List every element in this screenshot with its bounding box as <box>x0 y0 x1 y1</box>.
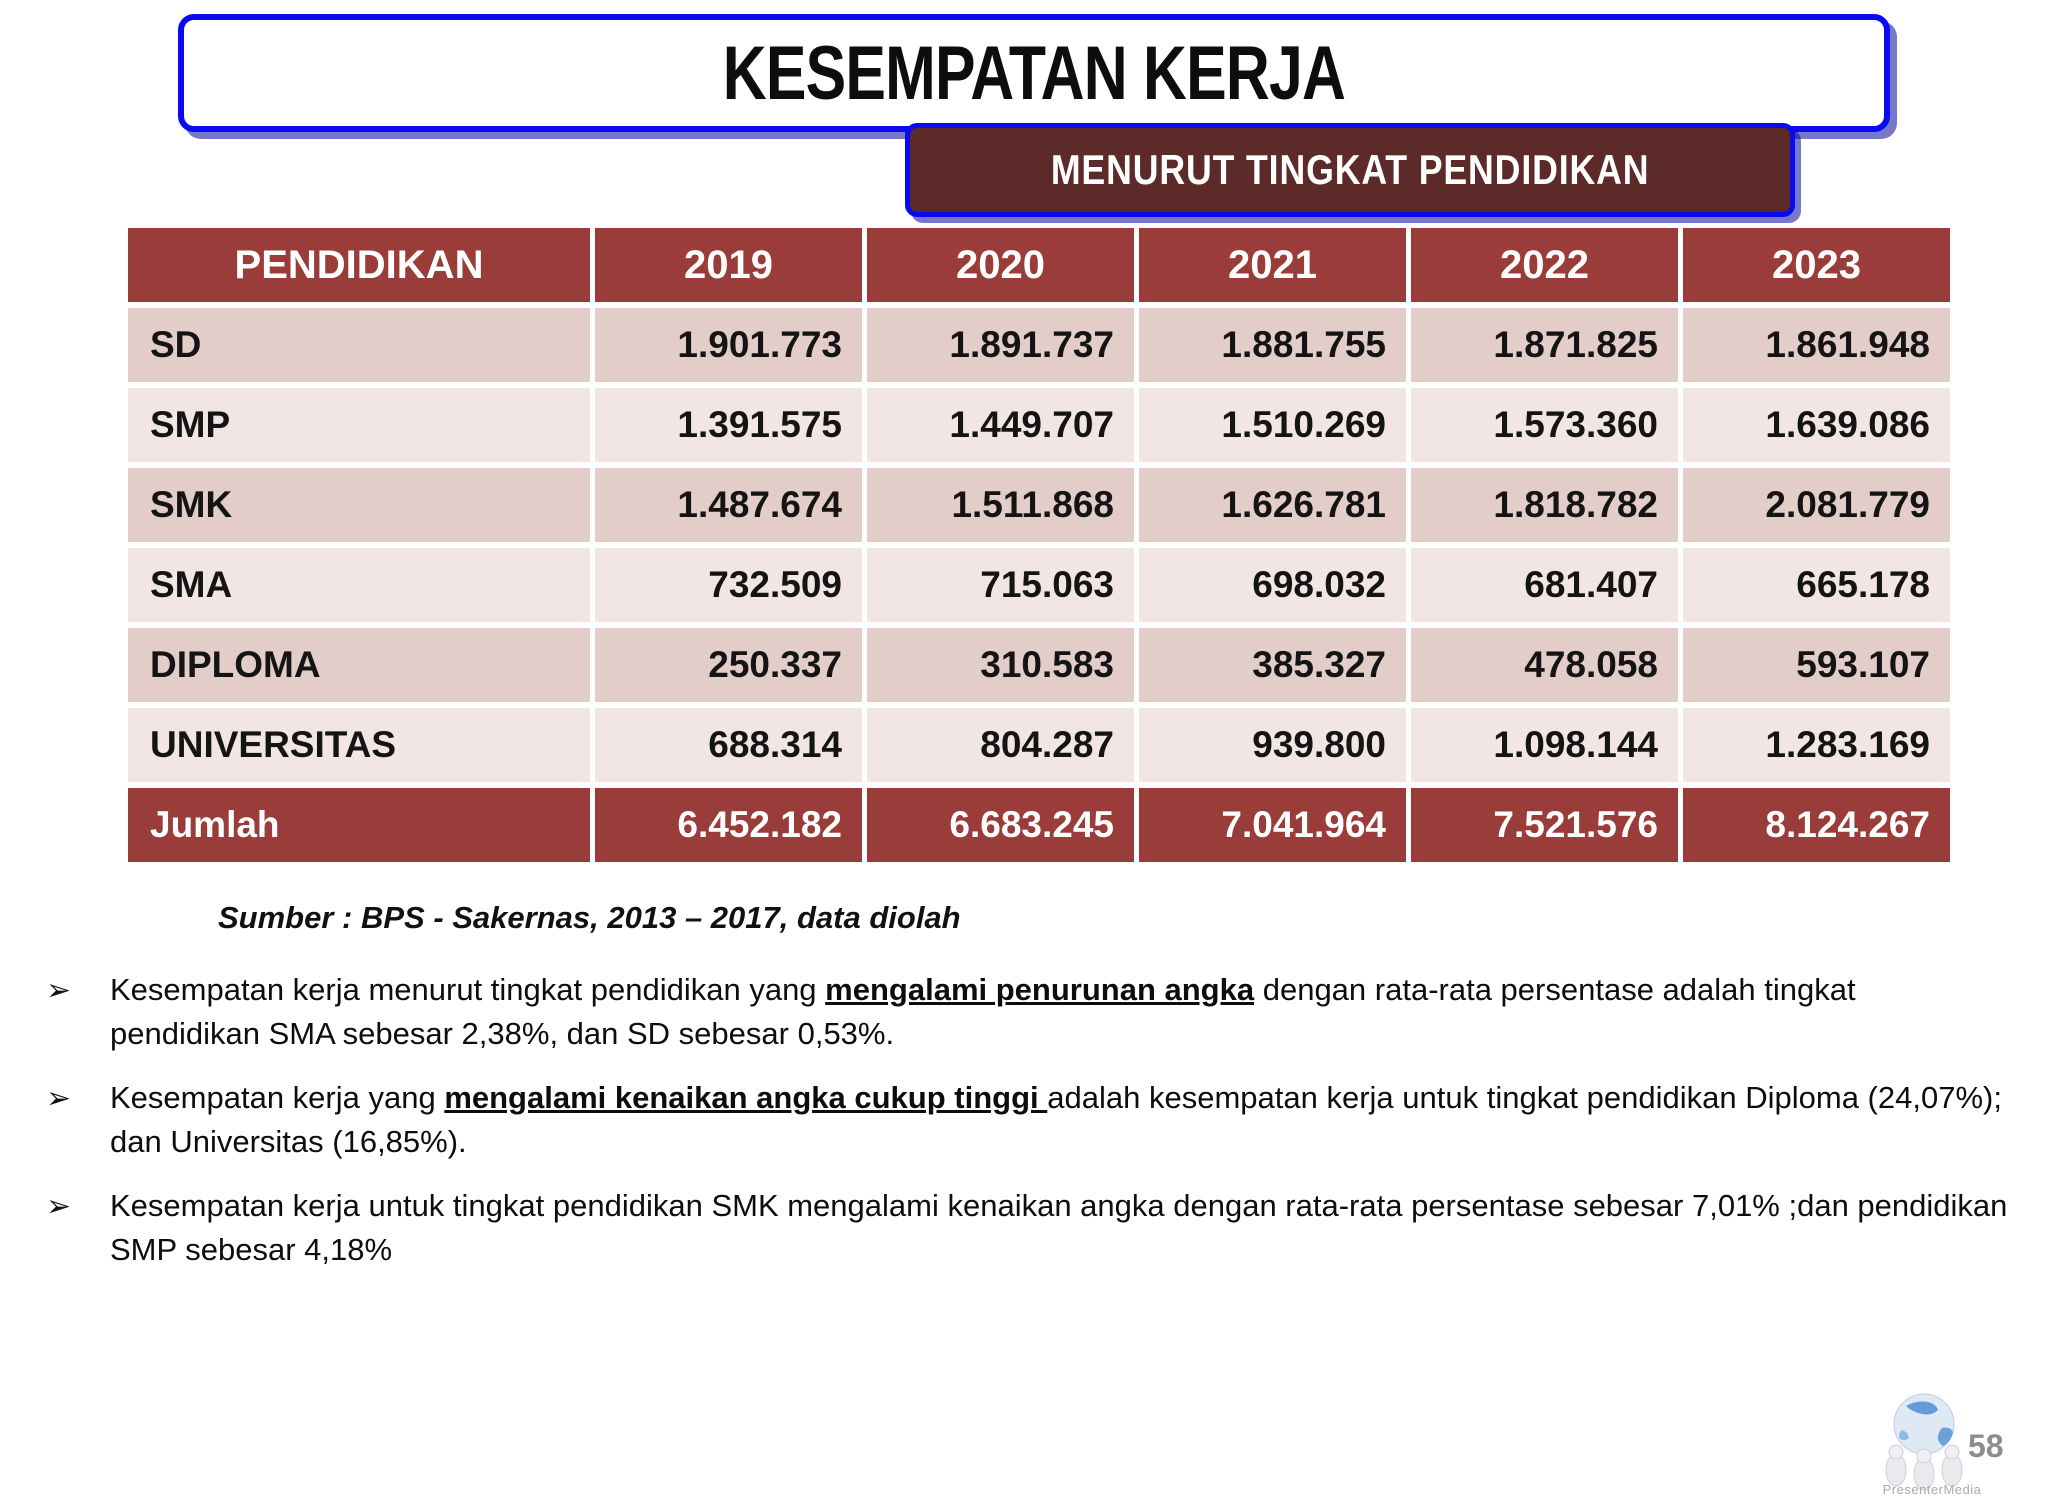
total-cell: 6.683.245 <box>867 788 1134 862</box>
table-cell: 250.337 <box>595 628 862 702</box>
table-cell: 1.891.737 <box>867 308 1134 382</box>
row-label: SMA <box>128 548 590 622</box>
table-cell: 1.626.781 <box>1139 468 1406 542</box>
bullet-segment: mengalami kenaikan angka cukup tinggi <box>444 1080 1048 1115</box>
table-cell: 688.314 <box>595 708 862 782</box>
table-cell: 1.901.773 <box>595 308 862 382</box>
education-table <box>128 228 1950 862</box>
table-cell: 681.407 <box>1411 548 1678 622</box>
table-cell: 385.327 <box>1139 628 1406 702</box>
page-number: 58 <box>1968 1428 2004 1464</box>
table-cell: 1.487.674 <box>595 468 862 542</box>
table-cell: 310.583 <box>867 628 1134 702</box>
source-note: Sumber : BPS - Sakernas, 2013 – 2017, data diolah <box>218 900 961 935</box>
table-cell: 1.818.782 <box>1411 468 1678 542</box>
column-header-pendidikan: PENDIDIKAN <box>128 228 590 302</box>
title-box <box>178 14 1890 132</box>
table-cell: 1.881.755 <box>1139 308 1406 382</box>
table-cell: 1.861.948 <box>1683 308 1950 382</box>
bullet-arrow-icon: ➢ <box>46 974 72 1007</box>
total-row-label: Jumlah <box>128 788 590 862</box>
table-cell: 1.449.707 <box>867 388 1134 462</box>
table-cell: 1.511.868 <box>867 468 1134 542</box>
table-cell: 665.178 <box>1683 548 1950 622</box>
table-cell: 715.063 <box>867 548 1134 622</box>
table-cell: 1.510.269 <box>1139 388 1406 462</box>
bullet-segment: Kesempatan kerja untuk tingkat pendidikan SMK mengalami kenaikan angka dengan rata-rata persentase sebesar 7,01% ;dan pendidikan SMP sebesar 4,18% <box>110 1188 2008 1267</box>
bullet-text <box>110 968 2008 1056</box>
table-cell: 1.098.144 <box>1411 708 1678 782</box>
row-label: SMK <box>128 468 590 542</box>
column-header-year: 2021 <box>1139 228 1406 302</box>
table-cell: 1.573.360 <box>1411 388 1678 462</box>
table-cell: 939.800 <box>1139 708 1406 782</box>
bullet-list <box>46 968 2008 1272</box>
bullet-item <box>46 1184 2008 1272</box>
slide-title: KESEMPATAN KERJA <box>722 30 1346 116</box>
row-label: SD <box>128 308 590 382</box>
table-cell: 2.081.779 <box>1683 468 1950 542</box>
bullet-text <box>110 1076 2008 1164</box>
table-cell: 1.639.086 <box>1683 388 1950 462</box>
bullet-arrow-icon: ➢ <box>46 1190 72 1223</box>
column-header-year: 2022 <box>1411 228 1678 302</box>
column-header-year: 2023 <box>1683 228 1950 302</box>
bullet-item <box>46 968 2008 1056</box>
table-cell: 1.391.575 <box>595 388 862 462</box>
total-cell: 7.521.576 <box>1411 788 1678 862</box>
total-cell: 8.124.267 <box>1683 788 1950 862</box>
bullet-text <box>110 1184 2008 1272</box>
bullet-segment: Kesempatan kerja menurut tingkat pendidikan yang <box>110 972 826 1007</box>
bullet-segment: adalah kesempatan kerja untuk tingkat pendidikan Diploma (24,07%); dan Universitas (16,85%). <box>110 1080 2002 1159</box>
subtitle-box <box>905 123 1795 217</box>
slide-subtitle: MENURUT TINGKAT PENDIDIKAN <box>1050 146 1650 193</box>
table-cell: 698.032 <box>1139 548 1406 622</box>
row-label: DIPLOMA <box>128 628 590 702</box>
row-label: UNIVERSITAS <box>128 708 590 782</box>
bullet-item <box>46 1076 2008 1164</box>
total-cell: 6.452.182 <box>595 788 862 862</box>
table-cell: 478.058 <box>1411 628 1678 702</box>
bullet-segment: mengalami penurunan angka <box>825 972 1255 1007</box>
bullet-segment: dengan rata-rata persentase adalah tingkat pendidikan SMA sebesar 2,38%, dan SD sebesar 0,53%. <box>110 972 1856 1051</box>
bullet-arrow-icon: ➢ <box>46 1082 72 1115</box>
logo-watermark-text: PresenterMedia <box>1882 1482 1982 1497</box>
column-header-year: 2019 <box>595 228 862 302</box>
row-label: SMP <box>128 388 590 462</box>
table-cell: 1.283.169 <box>1683 708 1950 782</box>
total-cell: 7.041.964 <box>1139 788 1406 862</box>
table-cell: 804.287 <box>867 708 1134 782</box>
table-cell: 732.509 <box>595 548 862 622</box>
table-cell: 1.871.825 <box>1411 308 1678 382</box>
column-header-year: 2020 <box>867 228 1134 302</box>
bullet-segment: Kesempatan kerja yang <box>110 1080 445 1115</box>
table-cell: 593.107 <box>1683 628 1950 702</box>
